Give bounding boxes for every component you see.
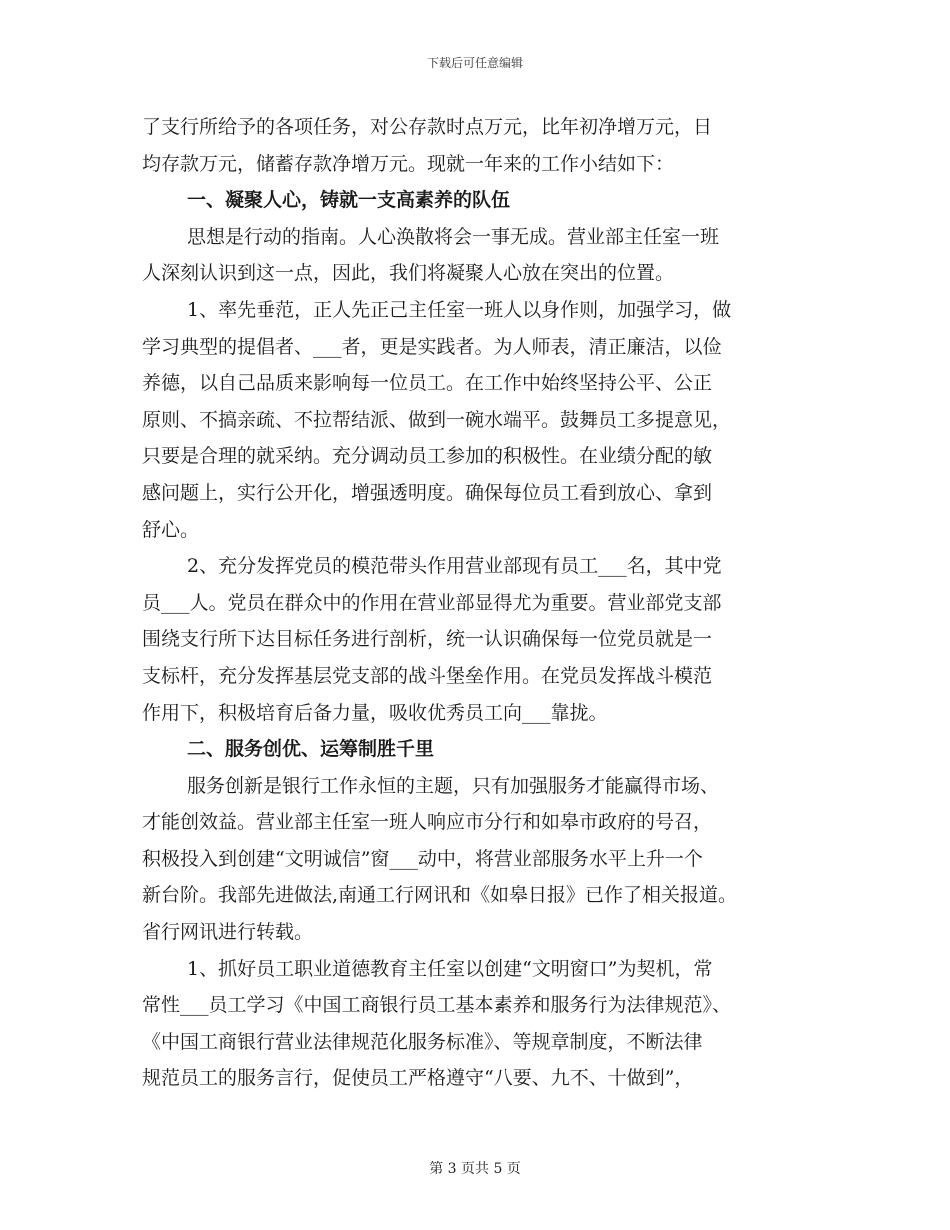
text-line: 支标杆，充分发挥基层党支部的战斗堡垒作用。在党员发挥战斗模范 <box>142 664 713 687</box>
text-line: 2、充分发挥党员的模范带头作用营业部现有员工___名，其中党 <box>187 555 722 578</box>
section-heading: 一、凝聚人心，铸就一支高素养的队伍 <box>187 189 511 212</box>
text-line: 规范员工的服务言行，促使员工严格遵守“八要、九不、十做到”， <box>142 1067 694 1090</box>
text-line: 感问题上，实行公开化，增强透明度。确保每位员工看到放心、拿到 <box>142 481 713 504</box>
text-line: 均存款万元，储蓄存款净增万元。现就一年来的工作小结如下： <box>142 152 675 175</box>
text-line: 原则、不搞亲疏、不拉帮结派、做到一碗水端平。鼓舞员工多提意见， <box>142 408 732 431</box>
text-line: 舒心。 <box>142 518 200 541</box>
page-header: 下载后可任意编辑 <box>426 56 523 70</box>
text-line: 员___人。党员在群众中的作用在营业部显得尤为重要。营业部党支部 <box>142 591 722 614</box>
text-line: 学习典型的提倡者、___者，更是实践者。为人师表，清正廉洁，以俭 <box>142 335 722 358</box>
text-line: 1、抓好员工职业道德教育主任室以创建“文明窗口”为契机，常 <box>187 957 713 980</box>
text-line: 省行网讯进行转载。 <box>142 921 314 944</box>
text-line: 积极投入到创建“文明诚信”窗___动中，将营业部服务水平上升一个 <box>142 847 703 870</box>
text-line: 思想是行动的指南。人心涣散将会一事无成。营业部主任室一班 <box>187 225 720 248</box>
page-footer: 第 3 页共 5 页 <box>429 1161 521 1177</box>
text-line: 才能创效益。营业部主任室一班人响应市分行和如皋市政府的号召， <box>142 811 713 834</box>
text-line: 了支行所给予的各项任务，对公存款时点万元，比年初净增万元，日 <box>142 116 713 138</box>
text-line: 只要是合理的就采纳。充分调动员工参加的积极性。在业绩分配的敏 <box>142 445 713 468</box>
document-body <box>142 109 814 1097</box>
text-line: 作用下，积极培育后备力量，吸收优秀员工向___靠拢。 <box>142 701 608 724</box>
text-line: 人深刻认识到这一点，因此，我们将凝聚人心放在突出的位置。 <box>142 262 675 285</box>
text-line: 围绕支行所下达目标任务进行剖析，统一认识确保每一位党员就是一 <box>142 628 713 651</box>
text-line: 常性___员工学习《中国工商银行员工基本素养和服务行为法律规范》、 <box>142 994 732 1017</box>
text-line: 1、率先垂范，正人先正己主任室一班人以身作则，加强学习，做 <box>187 298 732 321</box>
text-line: 《中国工商银行营业法律规范化服务标准》、等规章制度，不断法律 <box>142 1030 703 1053</box>
text-line: 新台阶。我部先进做法,南通工行网讯和《如皋日报》已作了相关报道。 <box>142 884 738 907</box>
section-heading: 二、服务创优、运筹制胜千里 <box>187 738 435 761</box>
text-line: 服务创新是银行工作永恒的主题，只有加强服务才能赢得市场、 <box>187 774 720 797</box>
text-line: 养德，以自己品质来影响每一位员工。在工作中始终坚持公平、公正 <box>142 372 713 395</box>
